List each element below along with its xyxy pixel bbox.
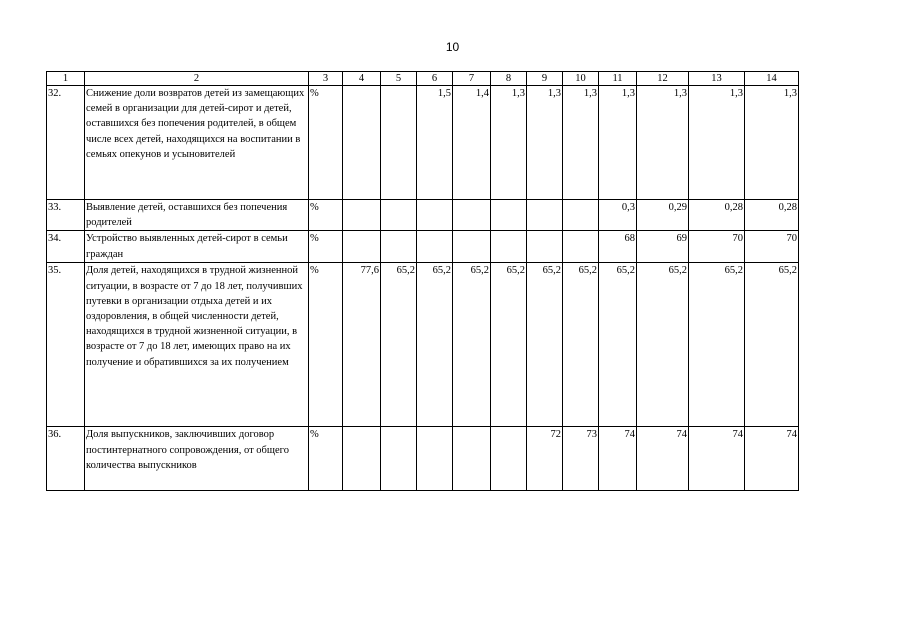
row-number: 32. [47, 86, 85, 200]
value-cell: 74 [745, 427, 799, 491]
value-cell: 0,28 [745, 200, 799, 231]
value-cell: 65,2 [453, 263, 491, 427]
unit-cell: % [309, 86, 343, 200]
value-cell: 1,3 [689, 86, 745, 200]
column-header: 6 [417, 72, 453, 86]
indicator-name: Устройство выявленных детей-сирот в семьи граждан [85, 231, 309, 263]
value-cell [453, 231, 491, 263]
column-header: 1 [47, 72, 85, 86]
value-cell [563, 200, 599, 231]
value-cell [491, 200, 527, 231]
column-header: 3 [309, 72, 343, 86]
value-cell: 65,2 [689, 263, 745, 427]
table-row [47, 86, 799, 200]
value-cell: 65,2 [745, 263, 799, 427]
value-cell: 0,28 [689, 200, 745, 231]
value-cell [417, 200, 453, 231]
indicators-table [46, 71, 799, 491]
value-cell [527, 200, 563, 231]
column-header: 10 [563, 72, 599, 86]
column-header: 14 [745, 72, 799, 86]
table-row [47, 263, 799, 427]
indicator-name: Выявление детей, оставшихся без попечения родителей [85, 200, 309, 231]
value-cell: 1,3 [745, 86, 799, 200]
value-cell: 1,3 [599, 86, 637, 200]
value-cell: 65,2 [417, 263, 453, 427]
column-header: 5 [381, 72, 417, 86]
column-header: 2 [85, 72, 309, 86]
row-number: 35. [47, 263, 85, 427]
value-cell: 1,3 [563, 86, 599, 200]
value-cell [381, 200, 417, 231]
value-cell: 73 [563, 427, 599, 491]
value-cell [563, 231, 599, 263]
page-number: 10 [445, 40, 460, 54]
value-cell [491, 427, 527, 491]
value-cell [453, 427, 491, 491]
value-cell [491, 231, 527, 263]
value-cell: 65,2 [491, 263, 527, 427]
value-cell [343, 231, 381, 263]
value-cell: 65,2 [527, 263, 563, 427]
value-cell: 74 [637, 427, 689, 491]
value-cell [453, 200, 491, 231]
column-header: 13 [689, 72, 745, 86]
value-cell [343, 200, 381, 231]
column-header: 8 [491, 72, 527, 86]
column-header: 4 [343, 72, 381, 86]
value-cell: 65,2 [563, 263, 599, 427]
column-header: 12 [637, 72, 689, 86]
value-cell [417, 427, 453, 491]
row-number: 33. [47, 200, 85, 231]
value-cell: 0,3 [599, 200, 637, 231]
value-cell: 1,4 [453, 86, 491, 200]
value-cell: 0,29 [637, 200, 689, 231]
unit-cell: % [309, 200, 343, 231]
table-row [47, 231, 799, 263]
column-header: 7 [453, 72, 491, 86]
value-cell: 74 [599, 427, 637, 491]
value-cell [381, 427, 417, 491]
value-cell: 1,3 [527, 86, 563, 200]
value-cell [381, 86, 417, 200]
indicator-name: Доля выпускников, заключивших договор постинтернатного сопровождения, от общего количества выпускников [85, 427, 309, 491]
unit-cell: % [309, 263, 343, 427]
value-cell: 65,2 [637, 263, 689, 427]
value-cell [527, 231, 563, 263]
value-cell: 65,2 [381, 263, 417, 427]
value-cell: 70 [745, 231, 799, 263]
row-number: 36. [47, 427, 85, 491]
value-cell [381, 231, 417, 263]
value-cell: 1,5 [417, 86, 453, 200]
table-header-row [47, 72, 799, 86]
unit-cell: % [309, 427, 343, 491]
indicator-name: Снижение доли возвратов детей из замещающих семей в организации для детей-сирот и детей, оставшихся без попечения родителей, в общем числе всех детей, находящихся на воспитании в семьях опекунов и усыновителей [85, 86, 309, 200]
value-cell [343, 427, 381, 491]
value-cell: 1,3 [637, 86, 689, 200]
column-header: 11 [599, 72, 637, 86]
value-cell: 72 [527, 427, 563, 491]
value-cell: 77,6 [343, 263, 381, 427]
value-cell: 68 [599, 231, 637, 263]
value-cell: 69 [637, 231, 689, 263]
value-cell [343, 86, 381, 200]
row-number: 34. [47, 231, 85, 263]
column-header: 9 [527, 72, 563, 86]
value-cell: 65,2 [599, 263, 637, 427]
value-cell: 74 [689, 427, 745, 491]
value-cell: 1,3 [491, 86, 527, 200]
unit-cell: % [309, 231, 343, 263]
value-cell: 70 [689, 231, 745, 263]
table-row [47, 427, 799, 491]
value-cell [417, 231, 453, 263]
table-row [47, 200, 799, 231]
indicator-name: Доля детей, находящихся в трудной жизненной ситуации, в возрасте от 7 до 18 лет, получивших путевки в организации отдыха детей и их оздоровления, в общей численности детей, находящихся в трудной жизненной ситуации, в возрасте от 7 до 18 лет, имеющих право на их получение и обратившихся за их получением [85, 263, 309, 427]
